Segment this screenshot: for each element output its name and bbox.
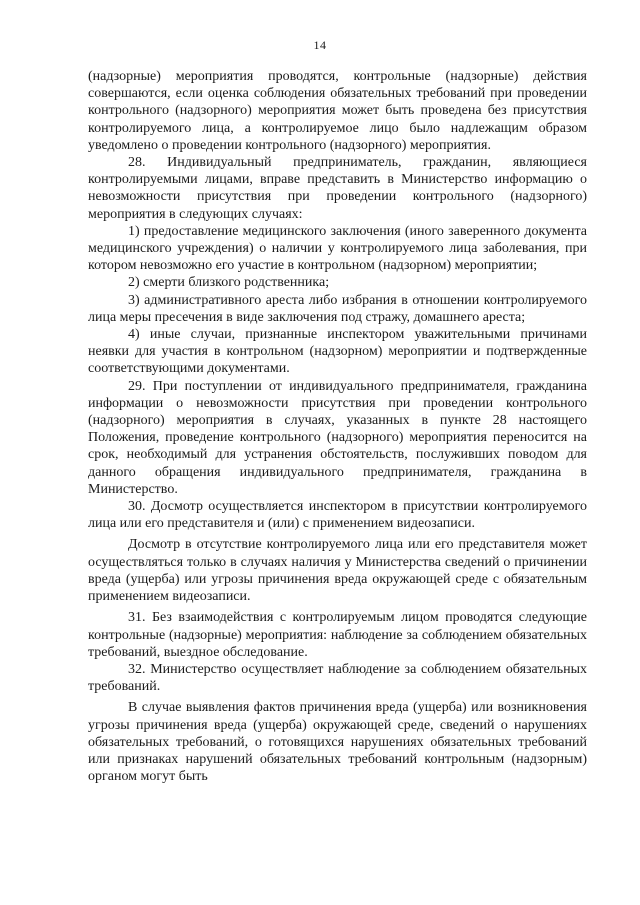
paragraph-30-continued: Досмотр в отсутствие контролируемого лица или его представителя может осуществляться только в случаях наличия у Министерства сведений о причинении вреда (ущерба) или угрозы причинения вреда окружающей среде с обязательным применением видеозаписи. bbox=[88, 537, 587, 605]
list-item-28-4: 4) иные случаи, признанные инспектором уважительными причинами неявки для участия в контрольном (надзорном) мероприятии и подтвержденные соответствующими документами. bbox=[88, 327, 587, 377]
list-item-28-2: 2) смерти близкого родственника; bbox=[128, 275, 330, 291]
paragraph-31: 31. Без взаимодействия с контролируемым лицом проводятся следующие контрольные (надзорные) мероприятия: наблюдение за соблюдением обязательных требований, выездное обследование. bbox=[88, 610, 587, 660]
paragraph-30: 30. Досмотр осуществляется инспектором в присутствии контролируемого лица или его представителя и (или) с применением видеозаписи. bbox=[88, 499, 587, 532]
paragraph-28: 28. Индивидуальный предприниматель, гражданин, являющиеся контролируемыми лицами, вправе представить в Министерство информацию о невозможности присутствия при проведении контрольного (надзорного) мероприятия в следующих случаях: bbox=[88, 155, 587, 222]
list-item-28-1: 1) предоставление медицинского заключения (иного заверенного документа медицинского учреждения) о наличии у контролируемого лица заболевания, при котором невозможно его участие в контрольном (надзорном) мероприятии; bbox=[88, 223, 587, 274]
paragraph-32-continued: В случае выявления фактов причинения вреда (ущерба) или возникновения угрозы причинения вреда (ущерба) окружающей среде, сведений о нарушениях обязательных требований, о готовящихся нарушениях обязательных требований или признаках нарушений обязательных требований контрольным (надзорным) органом могут быть bbox=[88, 700, 587, 785]
list-item-28-3: 3) административного ареста либо избрания в отношении контролируемого лица меры пресечения в виде заключения под стражу, домашнего ареста; bbox=[88, 292, 587, 325]
paragraph-continuation: (надзорные) мероприятия проводятся, контрольные (надзорные) действия совершаются, если оценка соблюдения обязательных требований при проведении контрольного (надзорного) мероприятия может быть проведена без присутствия контролируемого лица, а контролируемое лицо было надлежащим образом уведомлено о проведении контрольного (надзорного) мероприятия. bbox=[88, 69, 587, 153]
paragraph-29: 29. При поступлении от индивидуального предпринимателя, гражданина информации о невозможности присутствия при проведении контрольного (надзорного) мероприятия в случаях, указанных в пункте 28 настоящего Положения, проведение контрольного (надзорного) мероприятия переносится на срок, необходимый для устранения обстоятельств, послуживших поводом для данного обращения индивидуального предпринимателя, гражданина в Министерство. bbox=[88, 378, 587, 497]
page-number: 14 bbox=[313, 38, 327, 52]
paragraph-32: 32. Министерство осуществляет наблюдение за соблюдением обязательных требований. bbox=[88, 661, 587, 695]
document-body bbox=[88, 68, 587, 785]
